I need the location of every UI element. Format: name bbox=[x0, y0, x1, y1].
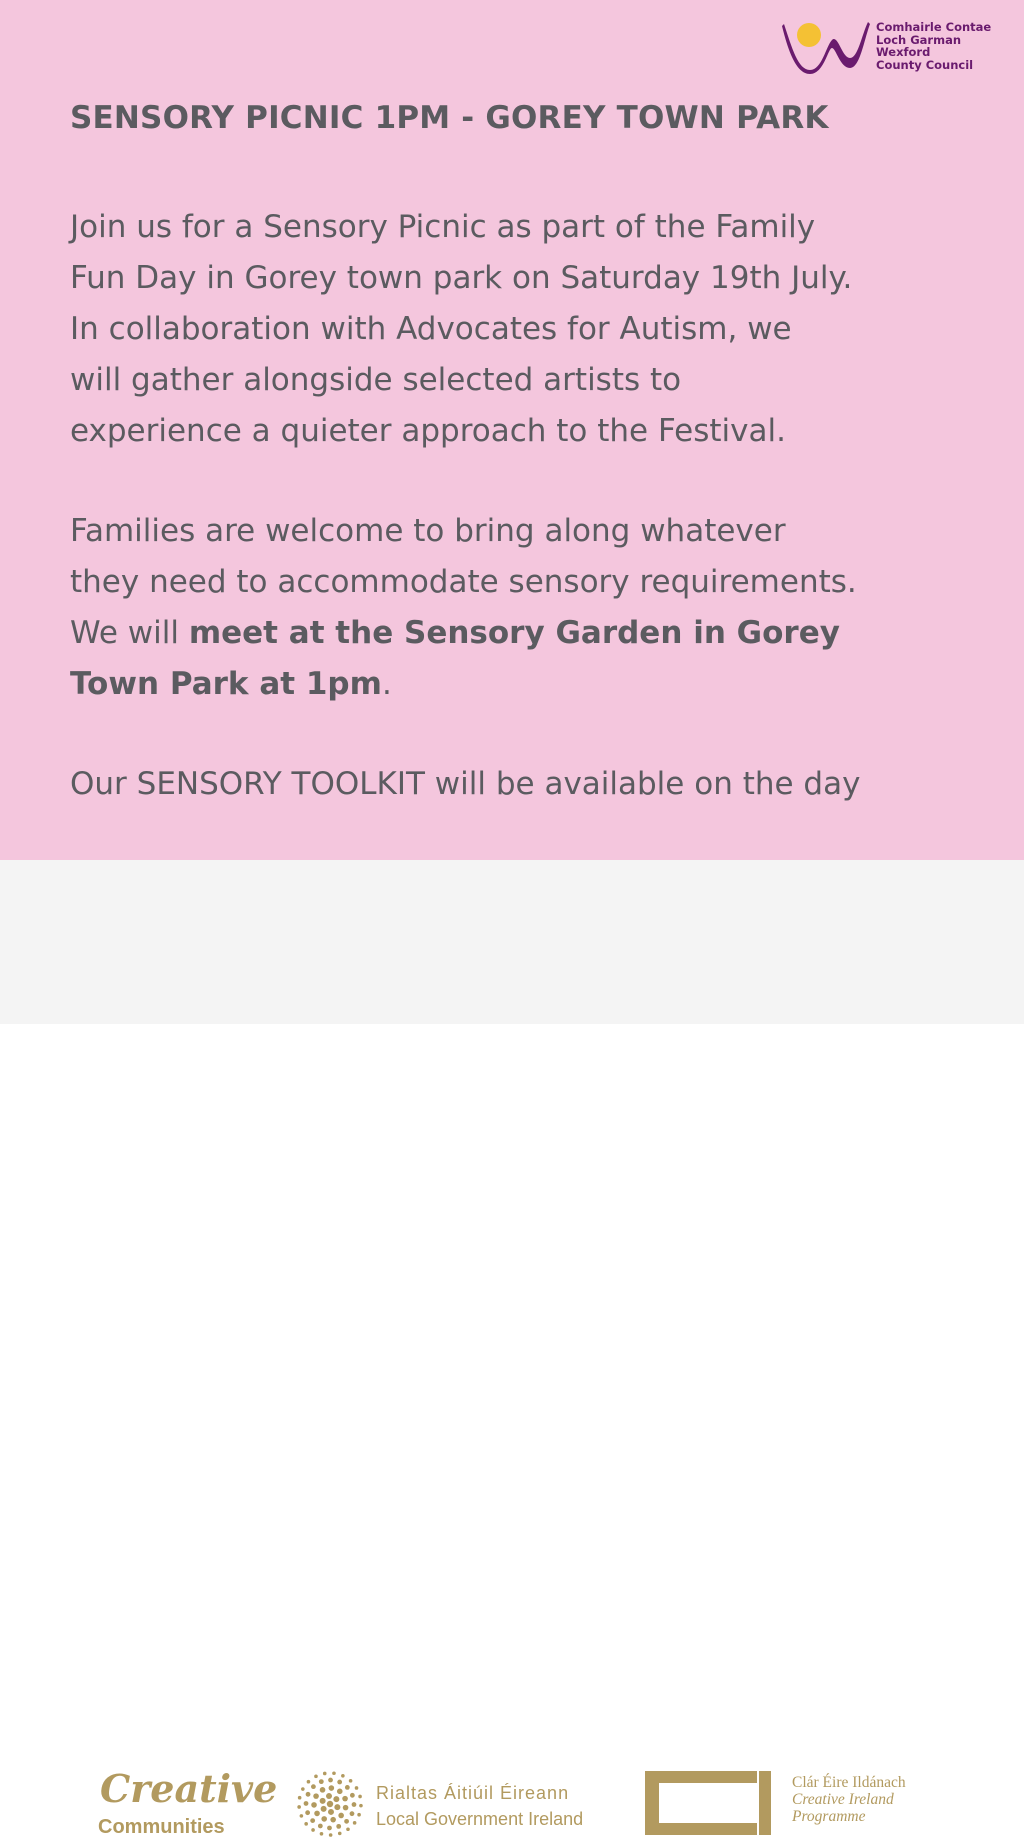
council-name bbox=[876, 21, 991, 71]
logo-dot bbox=[311, 1784, 316, 1789]
communities-text: Communities bbox=[98, 1816, 225, 1838]
logo-dot bbox=[306, 1792, 311, 1797]
creative-ireland-programme: Programme bbox=[792, 1808, 866, 1825]
event-title: SENSORY PICNIC 1PM - GOREY TOWN PARK bbox=[70, 100, 829, 136]
details-line bbox=[70, 608, 970, 659]
creative-ireland-english: Creative Ireland bbox=[792, 1791, 894, 1808]
toolkit-line: Our SENSORY TOOLKIT will be available on the day bbox=[70, 766, 861, 802]
logo-dot bbox=[314, 1811, 320, 1817]
logo-dot bbox=[345, 1785, 350, 1790]
wexford-county-council-logo bbox=[782, 18, 1002, 74]
dotted-circle-icon bbox=[296, 1770, 368, 1842]
logo-dot bbox=[314, 1775, 318, 1779]
logo-dot bbox=[333, 1796, 339, 1802]
logo-dot bbox=[321, 1806, 327, 1812]
details-line bbox=[70, 659, 970, 710]
logo-dot bbox=[343, 1805, 349, 1811]
logo-dot bbox=[307, 1780, 311, 1784]
logo-dot bbox=[301, 1787, 305, 1791]
logo-dot bbox=[297, 1805, 301, 1809]
council-name-irish-2: Loch Garman bbox=[876, 32, 962, 47]
logo-dot bbox=[321, 1816, 327, 1822]
details-prefix: We will bbox=[70, 615, 189, 651]
logo-dot bbox=[328, 1778, 333, 1783]
creative-ireland-text bbox=[792, 1774, 906, 1825]
logo-dot bbox=[346, 1827, 350, 1831]
logo-dot bbox=[304, 1822, 308, 1826]
council-name-english-2: County Council bbox=[876, 57, 974, 72]
intro-paragraph bbox=[70, 202, 970, 457]
logo-dot bbox=[318, 1824, 323, 1829]
logo-dot bbox=[327, 1826, 332, 1831]
logo-dot bbox=[341, 1774, 345, 1778]
logo-dot bbox=[300, 1814, 304, 1818]
logo-dot bbox=[342, 1796, 348, 1802]
logo-dot bbox=[320, 1832, 324, 1836]
logo-dot bbox=[311, 1828, 315, 1832]
logo-dot bbox=[349, 1779, 353, 1783]
logo-dot bbox=[298, 1796, 302, 1800]
creative-script-text: Creative bbox=[100, 1766, 278, 1811]
logo-dot bbox=[320, 1787, 326, 1793]
logo-dot bbox=[334, 1804, 340, 1810]
logo-dot bbox=[327, 1801, 333, 1807]
logo-dot bbox=[311, 1802, 317, 1808]
logo-dot bbox=[338, 1832, 342, 1836]
creative-ireland-irish: Clár Éire Ildánach bbox=[792, 1774, 906, 1791]
creative-ireland-logo bbox=[645, 1771, 945, 1837]
logo-dot bbox=[329, 1785, 335, 1791]
pink-content-panel bbox=[0, 0, 1024, 860]
logo-dot bbox=[319, 1779, 324, 1784]
logo-dot bbox=[357, 1813, 361, 1817]
ci-monogram-icon bbox=[645, 1771, 775, 1837]
intro-line: will gather alongside selected artists to bbox=[70, 362, 682, 398]
meeting-point-highlight: meet at the Sensory Garden in Gorey bbox=[188, 615, 840, 651]
logo-dot bbox=[304, 1801, 309, 1806]
intro-line: experience a quieter approach to the Festival. bbox=[70, 413, 786, 449]
toolkit-paragraph bbox=[70, 759, 970, 810]
local-government-ireland-logo bbox=[296, 1770, 616, 1842]
logo-dot bbox=[305, 1810, 310, 1815]
local-government-english: Local Government Ireland bbox=[376, 1809, 584, 1829]
details-line: they need to accommodate sensory requirements. bbox=[70, 564, 857, 600]
intro-line: In collaboration with Advocates for Autism, we bbox=[70, 311, 792, 347]
logo-dot bbox=[350, 1793, 355, 1798]
council-name-english-1: Wexford bbox=[876, 45, 931, 59]
sponsor-footer bbox=[0, 860, 1024, 1838]
intro-line: Fun Day in Gorey town park on Saturday 19th July. bbox=[70, 260, 853, 296]
logo-dot bbox=[328, 1809, 334, 1815]
logo-dot bbox=[358, 1795, 362, 1799]
logo-dot bbox=[313, 1793, 319, 1799]
wexford-wave-sun-icon bbox=[782, 18, 872, 74]
logo-dot bbox=[310, 1818, 315, 1823]
logo-dot bbox=[359, 1804, 363, 1808]
logo-dot bbox=[350, 1811, 355, 1816]
meeting-time-highlight: Town Park at 1pm bbox=[70, 666, 382, 702]
logo-dot bbox=[323, 1772, 327, 1776]
logo-dot bbox=[337, 1780, 342, 1785]
logo-dot bbox=[337, 1789, 343, 1795]
logo-dot bbox=[320, 1798, 326, 1804]
logo-dot bbox=[330, 1817, 336, 1823]
creative-communities-logo bbox=[96, 1766, 278, 1846]
logo-dot bbox=[336, 1824, 341, 1829]
details-suffix: . bbox=[381, 666, 392, 702]
local-government-text bbox=[376, 1780, 583, 1832]
logo-dot bbox=[355, 1786, 359, 1790]
logo-dot bbox=[338, 1813, 344, 1819]
details-line: Families are welcome to bring along whatever bbox=[70, 513, 786, 549]
council-name-irish-1: Comhairle Contae bbox=[876, 20, 992, 34]
logo-dot bbox=[326, 1793, 332, 1799]
logo-dot bbox=[329, 1833, 333, 1837]
logo-dot bbox=[332, 1771, 336, 1775]
details-paragraph bbox=[70, 506, 970, 710]
logo-dot bbox=[353, 1821, 357, 1825]
local-government-irish: Rialtas Áitiúil Éireann bbox=[376, 1783, 570, 1803]
logo-dot bbox=[344, 1819, 349, 1824]
logo-dot bbox=[352, 1802, 357, 1807]
intro-line: Join us for a Sensory Picnic as part of the Family bbox=[70, 209, 816, 245]
